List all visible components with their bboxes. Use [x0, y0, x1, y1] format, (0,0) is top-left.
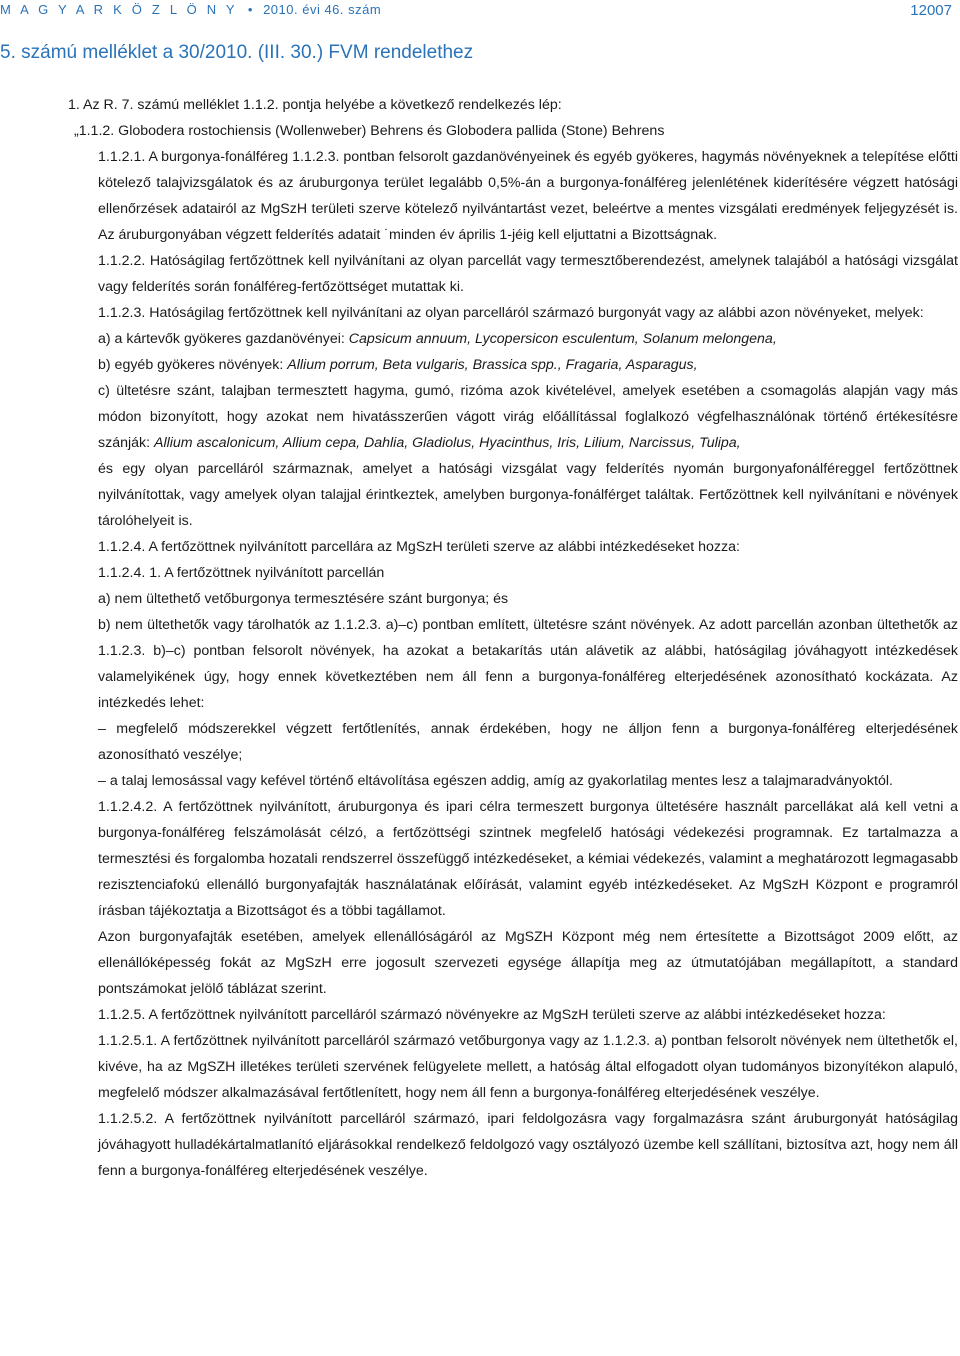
- list-item: [98, 352, 958, 378]
- document-body: [68, 92, 958, 1184]
- paragraph: 1.1.2.2. Hatóságilag fertőzöttnek kell nyilvánítani az olyan parcellát vagy termesztőberendezést, amelynek talajából a hatósági vizsgálat vagy felderítés során fonálféreg-fertőzöttséget mutattak ki.: [98, 253, 958, 295]
- species-list: Allium ascalonicum, Allium cepa, Dahlia, Gladiolus, Hyacinthus, Iris, Lilium, Narcissus, Tulipa,: [154, 435, 741, 451]
- list-item: b) nem ültethetők vagy tárolhatók az 1.1.2.3. a)–c) pontban említett, ültetésre szánt növények. Az adott parcellán azonban ültethetők az 1.1.2.3. b)–c) pontban felsorolt növények, ha azokat a betakarítás után alávetik az alábbi, hatóságilag jóváhagyott intézkedések valamelyikének úgy, hogy ennek következtében nem áll fenn a burgonya-fonálféreg elterjedésének azonosítható kockázata. Az intézkedés lehet:: [98, 617, 958, 711]
- paragraph: 1.1.2.4.2. A fertőzöttnek nyilvánított, áruburgonya és ipari célra termeszett burgonya ültetésére használt parcellákat alá kell vetni a burgonya-fonálféreg felszámolását célzó, a fertőzöttségi szintnek megfelelő hatósági védekezési programnak. Ez tartalmazza a termesztési és forgalomba hozatali rendszerrel összefüggő intézkedéseket, a kémiai védekezés, valamint a meghatározott legmagasabb rezisztenciafokú ellenálló burgonyafajták használatának előírását, valamint egyéb intézkedéseket. Az MgSzH Központ e programról írásban tájékoztatja a Bizottságot és a többi tagállamot.: [98, 799, 958, 919]
- list-item-text: b) egyéb gyökeres növények:: [98, 357, 288, 373]
- paragraph: Azon burgonyafajták esetében, amelyek ellenállóságáról az MgSZH Központ még nem értesítette a Bizottságot 2009 előtt, az ellenállóképesség fokát az MgSzH erre jogosult szervezeti egysége állapítja meg az útmutatójában megállapított, a standard pontszámokat jelölő táblázat szerint.: [98, 929, 958, 997]
- species-list: Capsicum annuum, Lycopersicon esculentum, Solanum melongena,: [348, 331, 777, 347]
- issue-label: 2010. évi 46. szám: [263, 2, 382, 17]
- paragraph: 1.1.2.5.1. A fertőzöttnek nyilvánított parcelláról származó vetőburgonya vagy az 1.1.2.3. a) pontban felsorolt növények nem ültethetők el, kivéve, ha az MgSZH illetékes területi szervének felügyelete mellett, a hatóság által elfogadott olyan tudományos bizonyítékon alapuló, megfelelő módszer alkalmazásával fertőtlenített, hogy nem áll fenn a burgonya-fonálféreg elterjedésének veszélye.: [98, 1033, 958, 1101]
- paragraph: és egy olyan parcelláról származnak, amelyet a hatósági vizsgálat vagy felderítés nyomán burgonyafonálféreggel fertőzöttnek nyilvánítottak, vagy amelyek olyan talajjal érintkeztek, amelyben burgonya-fonálférget találtak. Fertőzöttnek kell nyilvánítani e növények tárolóhelyeit is.: [98, 461, 958, 529]
- journal-name: M A G Y A R K Ö Z L Ö N Y: [0, 2, 238, 17]
- list-item: [98, 326, 958, 352]
- list-item-text: c) ültetésre szánt, talajban termesztett hagyma, gumó, rizóma azok kivételével, amelyek esetében a csomagolás alapján vagy más módon bizonyított, hogy azokat nem hivatásszerűen vágott virág előállítással foglalkozó végfelhasználónak történő értékesítésre szánják:: [98, 383, 958, 451]
- paragraph: 1.1.2.1. A burgonya-fonálféreg 1.1.2.3. pontban felsorolt gazdanövényeinek és egyéb gyökeres, hagymás növényeknek a telepítése előtti kötelező talajvizsgálatok és az áruburgonya terület legalább 0,5%-án a burgonya-fonálféreg jelenlétének kiderítésére végzett hatósági ellenőrzések adatairól az MgSzH területi szerve kötelező nyilvántartást vezet, beleértve a mentes vizsgálati eredmények feljegyzését is. Az áruburgonyában végzett felderítés adatait ˙minden év április 1-jéig kell eljuttatni a Bizottságnak.: [98, 149, 958, 243]
- paragraph: 1.1.2.3. Hatóságilag fertőzöttnek kell nyilvánítani az olyan parcelláról származó burgonyát vagy az alábbi azon növényeket, melyek:: [98, 305, 924, 321]
- paragraph: 1. Az R. 7. számú melléklet 1.1.2. pontja helyébe a következő rendelkezés lép:: [68, 97, 562, 113]
- paragraph: 1.1.2.4. 1. A fertőzöttnek nyilvánított parcellán: [98, 565, 385, 581]
- list-item-text: a) a kártevők gyökeres gazdanövényei:: [98, 331, 349, 347]
- paragraph: „1.1.2. Globodera rostochiensis (Wollenweber) Behrens és Globodera pallida (Stone) Behrens: [74, 123, 665, 139]
- paragraph: 1.1.2.5. A fertőzöttnek nyilvánított parcelláról származó növényekre az MgSzH területi szerve az alábbi intézkedéseket hozza:: [98, 1007, 886, 1023]
- species-list: Allium porrum, Beta vulgaris, Brassica spp., Fragaria, Asparagus,: [287, 357, 698, 373]
- header-bullet: •: [247, 2, 253, 17]
- list-item: [98, 378, 958, 456]
- dash-item: – a talaj lemosással vagy kefével történő eltávolítása egészen addig, amíg az gyakorlatilag mentes lesz a talajmaradványoktól.: [98, 773, 893, 789]
- list-item: a) nem ültethető vetőburgonya termesztésére szánt burgonya; és: [98, 591, 509, 607]
- page-header: [0, 2, 960, 22]
- dash-item: – megfelelő módszerekkel végzett fertőtlenítés, annak érdekében, hogy ne álljon fenn a burgonya-fonálféreg elterjedésének azonosítható veszélye;: [98, 721, 958, 763]
- paragraph: 1.1.2.4. A fertőzöttnek nyilvánított parcellára az MgSzH területi szerve az alábbi intézkedéseket hozza:: [98, 539, 740, 555]
- page-number: 12007: [910, 2, 952, 19]
- annex-title: 5. számú melléklet a 30/2010. (III. 30.) FVM rendelethez: [0, 42, 474, 63]
- paragraph: 1.1.2.5.2. A fertőzöttnek nyilvánított parcelláról származó, ipari feldolgozásra vagy forgalmazásra szánt áruburgonyát hatóságilag jóváhagyott hulladékártalmatlanító eljárásokkal rendelkező feldolgozó vagy osztályozó üzembe kell szállítani, biztosítva azt, hogy nem áll fenn a burgonya-fonálféreg elterjedésének veszélye.: [98, 1111, 958, 1179]
- journal-header: [0, 2, 381, 17]
